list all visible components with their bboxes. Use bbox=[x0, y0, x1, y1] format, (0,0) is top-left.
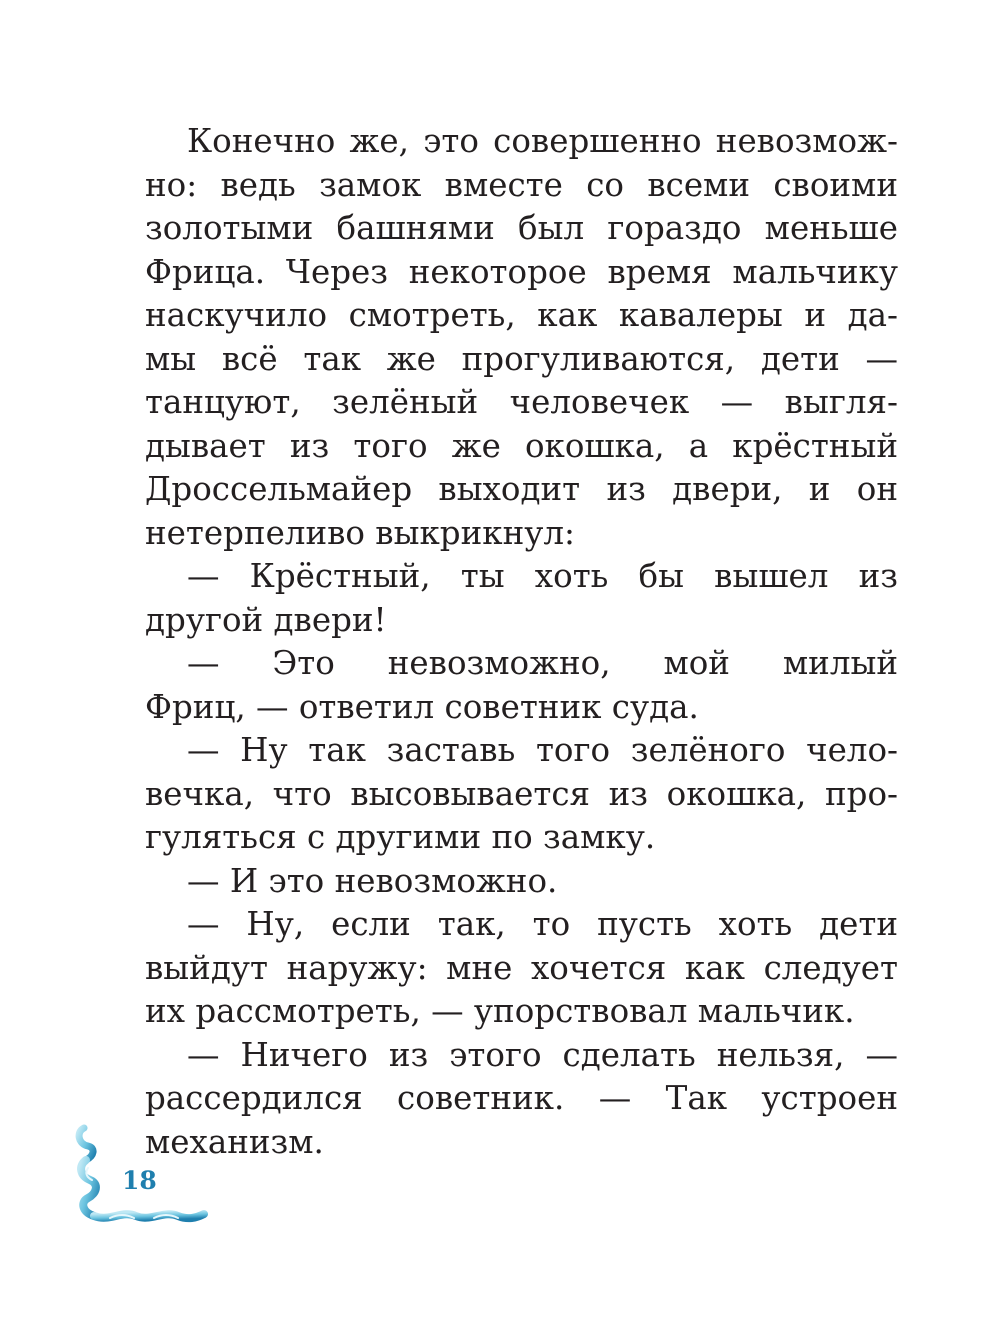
text-line: — И это невозможно. bbox=[187, 861, 558, 900]
text-line: нетерпеливо выкрикнул: bbox=[145, 513, 575, 552]
text-line: наскучило смотреть, как кавалеры и да- bbox=[145, 296, 898, 334]
text-line: вечка, что высовывается из окошка, про- bbox=[145, 774, 898, 813]
text-line: танцуют, зелёный человечек — выгля- bbox=[145, 383, 898, 421]
text-line: Фрица. Через некоторое время мальчику bbox=[145, 252, 898, 291]
text-line: дывает из того же окошка, а крёстный bbox=[145, 426, 898, 465]
body-text bbox=[145, 120, 898, 1164]
text-line: их рассмотреть, — упорствовал мальчик. bbox=[145, 992, 855, 1030]
text-line: но: ведь замок вместе со всеми своими bbox=[145, 165, 898, 204]
text-line: рассердился советник. — Так устроен bbox=[145, 1079, 898, 1117]
text-line: механизм. bbox=[145, 1122, 324, 1161]
text-line: золотыми башнями был гораздо меньше bbox=[145, 209, 898, 247]
text-line: — Ну, если так, то пусть хоть дети bbox=[187, 905, 898, 943]
text-line: Дроссельмайер выходит из двери, и он bbox=[145, 470, 898, 508]
text-line: выйдут наружу: мне хочется как следует bbox=[145, 948, 898, 987]
text-line: — Это невозможно, мой милый bbox=[187, 644, 898, 682]
text-line: — Крёстный, ты хоть бы вышел из bbox=[187, 557, 898, 595]
text-line: — Ничего из этого сделать нельзя, — bbox=[187, 1035, 898, 1074]
text-line: другой двери! bbox=[145, 600, 387, 639]
text-line: Конечно же, это совершенно невозмож- bbox=[187, 122, 898, 160]
text-line: мы всё так же прогуливаются, дети — bbox=[145, 339, 898, 378]
text-line: — Ну так заставь того зелёного чело- bbox=[187, 731, 898, 769]
text-line: гуляться с другими по замку. bbox=[145, 818, 656, 856]
page-number: 18 bbox=[122, 1166, 157, 1195]
text-line: Фриц, — ответил советник суда. bbox=[145, 687, 699, 726]
